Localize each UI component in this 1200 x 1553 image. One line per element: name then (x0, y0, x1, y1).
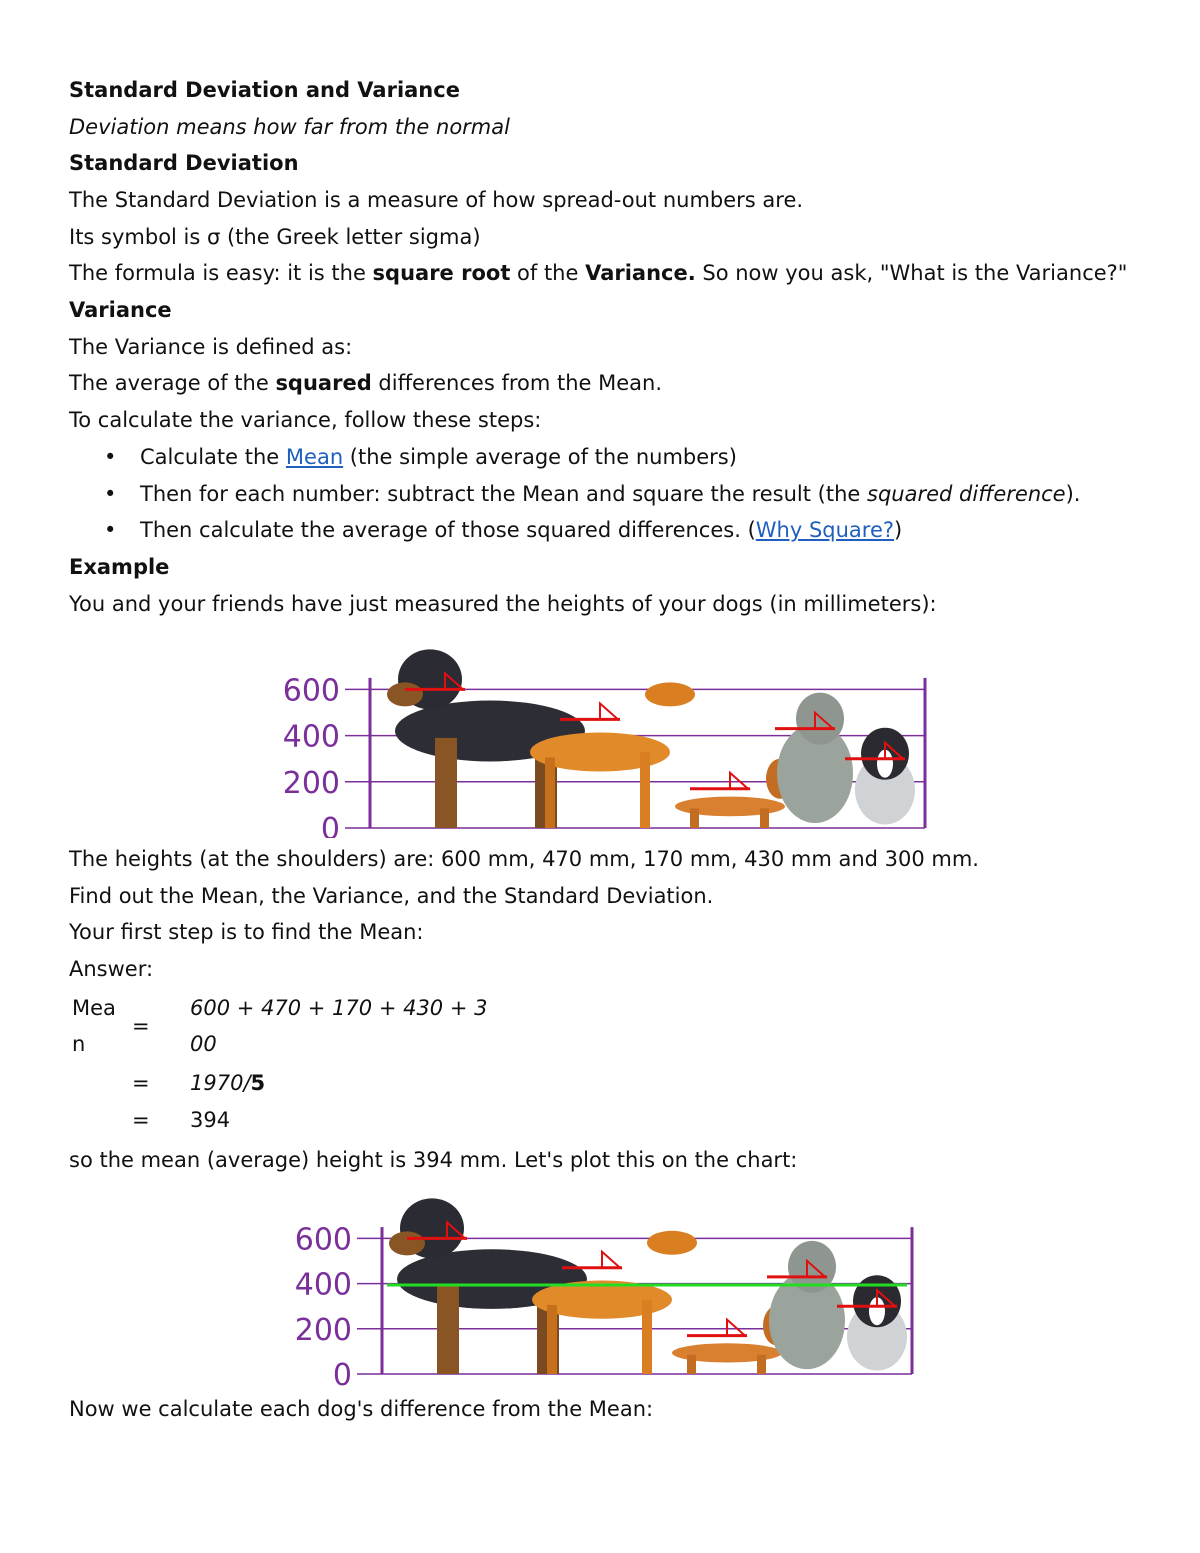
rottweiler-front-leg (437, 1286, 459, 1374)
height-marker-triangle (730, 773, 748, 789)
rottweiler-front-leg (435, 738, 457, 828)
height-marker-triangle (600, 703, 618, 719)
equals-sign-1: = (132, 1014, 150, 1038)
sd-heading: Standard Deviation (69, 151, 299, 175)
division-numerator: 1970/ (190, 1071, 251, 1095)
y-tick-label: 600 (282, 673, 340, 709)
formula-pre: The formula is easy: it is the (69, 261, 373, 285)
variance-def-pre: The average of the (69, 371, 276, 395)
y-tick-label: 0 (320, 812, 340, 838)
schnauzer-head (796, 693, 844, 745)
bullet-1: • (104, 445, 117, 469)
variance-def-bold: squared (275, 371, 372, 395)
greyhound-front-leg (642, 1300, 652, 1374)
formula-line (69, 259, 1127, 287)
dachshund-back-leg (687, 1355, 696, 1374)
bullet-3: • (104, 518, 117, 542)
greyhound-back-leg (547, 1305, 557, 1374)
greyhound-dog-illustration (530, 682, 695, 828)
y-tick-label: 400 (294, 1267, 352, 1303)
division-denominator: 5 (250, 1071, 266, 1095)
step2-pre: Then for each number: subtract the Mean and square the result (the (140, 482, 868, 506)
step1-pre: Calculate the (140, 445, 286, 469)
mean-link[interactable]: Mean (285, 445, 344, 469)
y-tick-label: 400 (282, 719, 340, 755)
why-square-link[interactable]: Why Square? (755, 518, 895, 542)
first-step-line: Your first step is to find the Mean: (69, 920, 424, 944)
greyhound-head (645, 682, 695, 706)
greyhound-front-leg (640, 752, 650, 828)
mean-conclusion: so the mean (average) height is 394 mm. Let's plot this on the chart: (69, 1148, 798, 1172)
y-tick-label: 600 (294, 1222, 352, 1258)
formula-mid: of the (510, 261, 586, 285)
sd-symbol: Its symbol is σ (the Greek letter sigma) (69, 225, 481, 249)
height-marker-triangle (727, 1320, 745, 1336)
rottweiler-muzzle (389, 1231, 425, 1255)
rottweiler-muzzle (387, 682, 423, 706)
y-tick-label: 0 (332, 1358, 352, 1386)
division (190, 1069, 265, 1097)
greyhound-head (647, 1231, 697, 1255)
step-2 (140, 480, 1080, 508)
step3-post: ) (894, 518, 903, 542)
sd-definition: The Standard Deviation is a measure of how spread-out numbers are. (69, 188, 804, 212)
sum-line-2: 00 (190, 1032, 217, 1056)
variance-heading: Variance (69, 298, 172, 322)
mean-label-2: n (72, 1032, 86, 1056)
document-title: Standard Deviation and Variance (69, 78, 460, 102)
example-heading: Example (69, 555, 170, 579)
mean-result: 394 (190, 1108, 231, 1132)
formula-bold-variance: Variance. (585, 261, 696, 285)
document-subtitle: Deviation means how far from the normal (69, 115, 510, 139)
y-tick-label: 200 (294, 1312, 352, 1348)
dog-heights-chart (270, 620, 945, 838)
equals-sign-3: = (132, 1108, 150, 1132)
step1-post: (the simple average of the numbers) (343, 445, 737, 469)
dachshund-dog-illustration (675, 759, 794, 828)
step3-pre: Then calculate the average of those squared differences. ( (140, 518, 756, 542)
step-1 (140, 443, 737, 471)
mean-label-1: Mea (72, 996, 116, 1020)
sum-line-1: 600 + 470 + 170 + 430 + 3 (190, 996, 488, 1020)
heights-line: The heights (at the shoulders) are: 600 mm, 470 mm, 170 mm, 430 mm and 300 mm. (69, 847, 979, 871)
height-marker-triangle (602, 1252, 620, 1268)
find-line: Find out the Mean, the Variance, and the Standard Deviation. (69, 884, 714, 908)
dachshund-back-leg (690, 808, 699, 828)
variance-intro: The Variance is defined as: (69, 335, 353, 359)
formula-bold-sqrt: square root (372, 261, 511, 285)
answer-label: Answer: (69, 957, 154, 981)
dachshund-front-leg (757, 1355, 766, 1374)
next-step-line: Now we calculate each dog's difference from the Mean: (69, 1397, 654, 1421)
variance-def-post: differences from the Mean. (371, 371, 663, 395)
dog-heights-mean-chart (282, 1176, 922, 1386)
equals-sign-2: = (132, 1071, 150, 1095)
bullet-2: • (104, 482, 117, 506)
example-intro: You and your friends have just measured the heights of your dogs (in millimeters): (69, 592, 937, 616)
variance-definition (69, 369, 662, 397)
step2-post: ). (1065, 482, 1081, 506)
y-tick-label: 200 (282, 765, 340, 801)
dachshund-front-leg (760, 808, 769, 828)
steps-intro: To calculate the variance, follow these steps: (69, 408, 542, 432)
step2-italic: squared difference (867, 482, 1066, 506)
formula-post: So now you ask, "What is the Variance?" (695, 261, 1128, 285)
step-3 (140, 516, 902, 544)
greyhound-back-leg (545, 757, 555, 828)
